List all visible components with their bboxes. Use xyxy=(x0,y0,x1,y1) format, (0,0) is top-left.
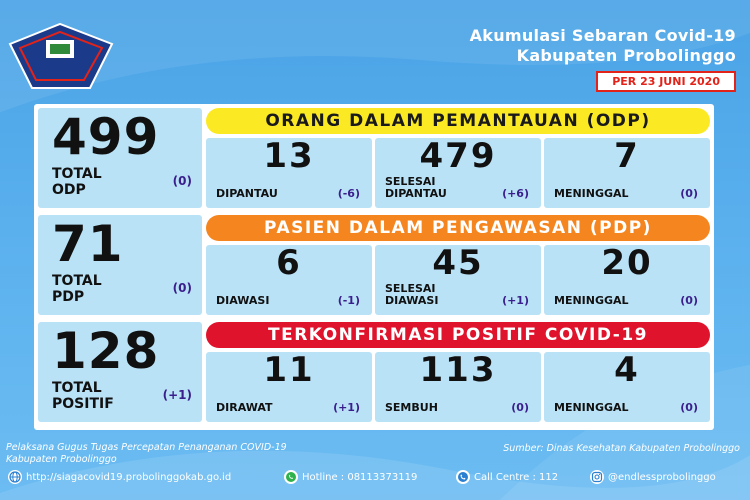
total-odp-value: 499 xyxy=(52,108,160,166)
header-title-block xyxy=(470,26,736,92)
pdp-diawasi-card xyxy=(206,245,372,315)
odp-banner: ORANG DALAM PEMANTAUAN (ODP) xyxy=(206,108,710,134)
stat-value: 13 xyxy=(263,136,315,176)
stat-change: (0) xyxy=(680,401,698,414)
pdp-banner: PASIEN DALAM PENGAWASAN (PDP) xyxy=(206,215,710,241)
call-centre-link[interactable] xyxy=(456,470,558,484)
instagram-link[interactable] xyxy=(590,470,716,484)
stat-label: MENINGGAL xyxy=(554,401,629,414)
phone-icon xyxy=(456,470,470,484)
stat-change: (0) xyxy=(511,401,529,414)
stat-change: (+6) xyxy=(502,187,529,200)
total-positif-change: (+1) xyxy=(162,388,192,402)
footer-source: Sumber: Dinas Kesehatan Kabupaten Probolinggo xyxy=(503,443,740,454)
stat-value: 45 xyxy=(432,243,484,283)
stat-label: SELESAI DIAWASI xyxy=(385,282,439,307)
pdp-meninggal-card xyxy=(544,245,710,315)
whatsapp-icon xyxy=(284,470,298,484)
website-text: http://siagacovid19.probolinggokab.go.id xyxy=(26,471,232,483)
positif-meninggal-card xyxy=(544,352,710,422)
total-odp-label: TOTAL ODP xyxy=(52,166,102,198)
stat-label: DIRAWAT xyxy=(216,401,273,414)
stat-label: DIPANTAU xyxy=(216,187,278,200)
globe-icon xyxy=(8,470,22,484)
stat-change: (-6) xyxy=(337,187,360,200)
hotline-link[interactable] xyxy=(284,470,417,484)
pdp-selesai-card xyxy=(375,245,541,315)
stat-value: 4 xyxy=(614,350,640,390)
total-odp-change: (0) xyxy=(172,174,192,188)
stat-value: 479 xyxy=(419,136,497,176)
gugus-tugas-logo xyxy=(6,18,116,98)
stat-change: (0) xyxy=(680,187,698,200)
total-positif-label: TOTAL POSITIF xyxy=(52,380,114,412)
stat-change: (+1) xyxy=(502,294,529,307)
stat-label: DIAWASI xyxy=(216,294,270,307)
total-pdp-change: (0) xyxy=(172,281,192,295)
odp-row xyxy=(38,108,710,208)
stats-board xyxy=(34,104,714,430)
stat-value: 20 xyxy=(601,243,653,283)
total-positif-card xyxy=(38,322,202,422)
positif-banner: TERKONFIRMASI POSITIF COVID-19 xyxy=(206,322,710,348)
stat-value: 6 xyxy=(276,243,302,283)
total-pdp-value: 71 xyxy=(52,215,124,273)
total-positif-value: 128 xyxy=(52,322,160,380)
stat-label: SELESAI DIPANTAU xyxy=(385,175,447,200)
stat-change: (+1) xyxy=(333,401,360,414)
odp-dipantau-card xyxy=(206,138,372,208)
website-link[interactable] xyxy=(8,470,231,484)
total-odp-card xyxy=(38,108,202,208)
stat-value: 7 xyxy=(614,136,640,176)
footer-organizer: Pelaksana Gugus Tugas Percepatan Penanganan COVID-19 Kabupaten Probolinggo xyxy=(6,442,287,465)
stat-change: (-1) xyxy=(337,294,360,307)
instagram-icon xyxy=(590,470,604,484)
pdp-row xyxy=(38,215,710,315)
total-pdp-card xyxy=(38,215,202,315)
stat-label: MENINGGAL xyxy=(554,187,629,200)
instagram-text: @endlessprobolinggo xyxy=(608,471,716,483)
positif-row xyxy=(38,322,710,422)
date-badge: PER 23 JUNI 2020 xyxy=(596,71,736,92)
hotline-text: Hotline : 08113373119 xyxy=(302,471,418,483)
stat-label: SEMBUH xyxy=(385,401,438,414)
odp-selesai-card xyxy=(375,138,541,208)
stat-label: MENINGGAL xyxy=(554,294,629,307)
positif-dirawat-card xyxy=(206,352,372,422)
positif-sembuh-card xyxy=(375,352,541,422)
odp-meninggal-card xyxy=(544,138,710,208)
contact-bar xyxy=(0,470,750,490)
stat-value: 113 xyxy=(419,350,497,390)
title-line-2: Kabupaten Probolinggo xyxy=(516,46,736,65)
stat-value: 11 xyxy=(263,350,315,390)
title-line-1: Akumulasi Sebaran Covid-19 xyxy=(469,26,736,45)
stat-change: (0) xyxy=(680,294,698,307)
call-centre-text: Call Centre : 112 xyxy=(474,471,559,483)
total-pdp-label: TOTAL PDP xyxy=(52,273,102,305)
